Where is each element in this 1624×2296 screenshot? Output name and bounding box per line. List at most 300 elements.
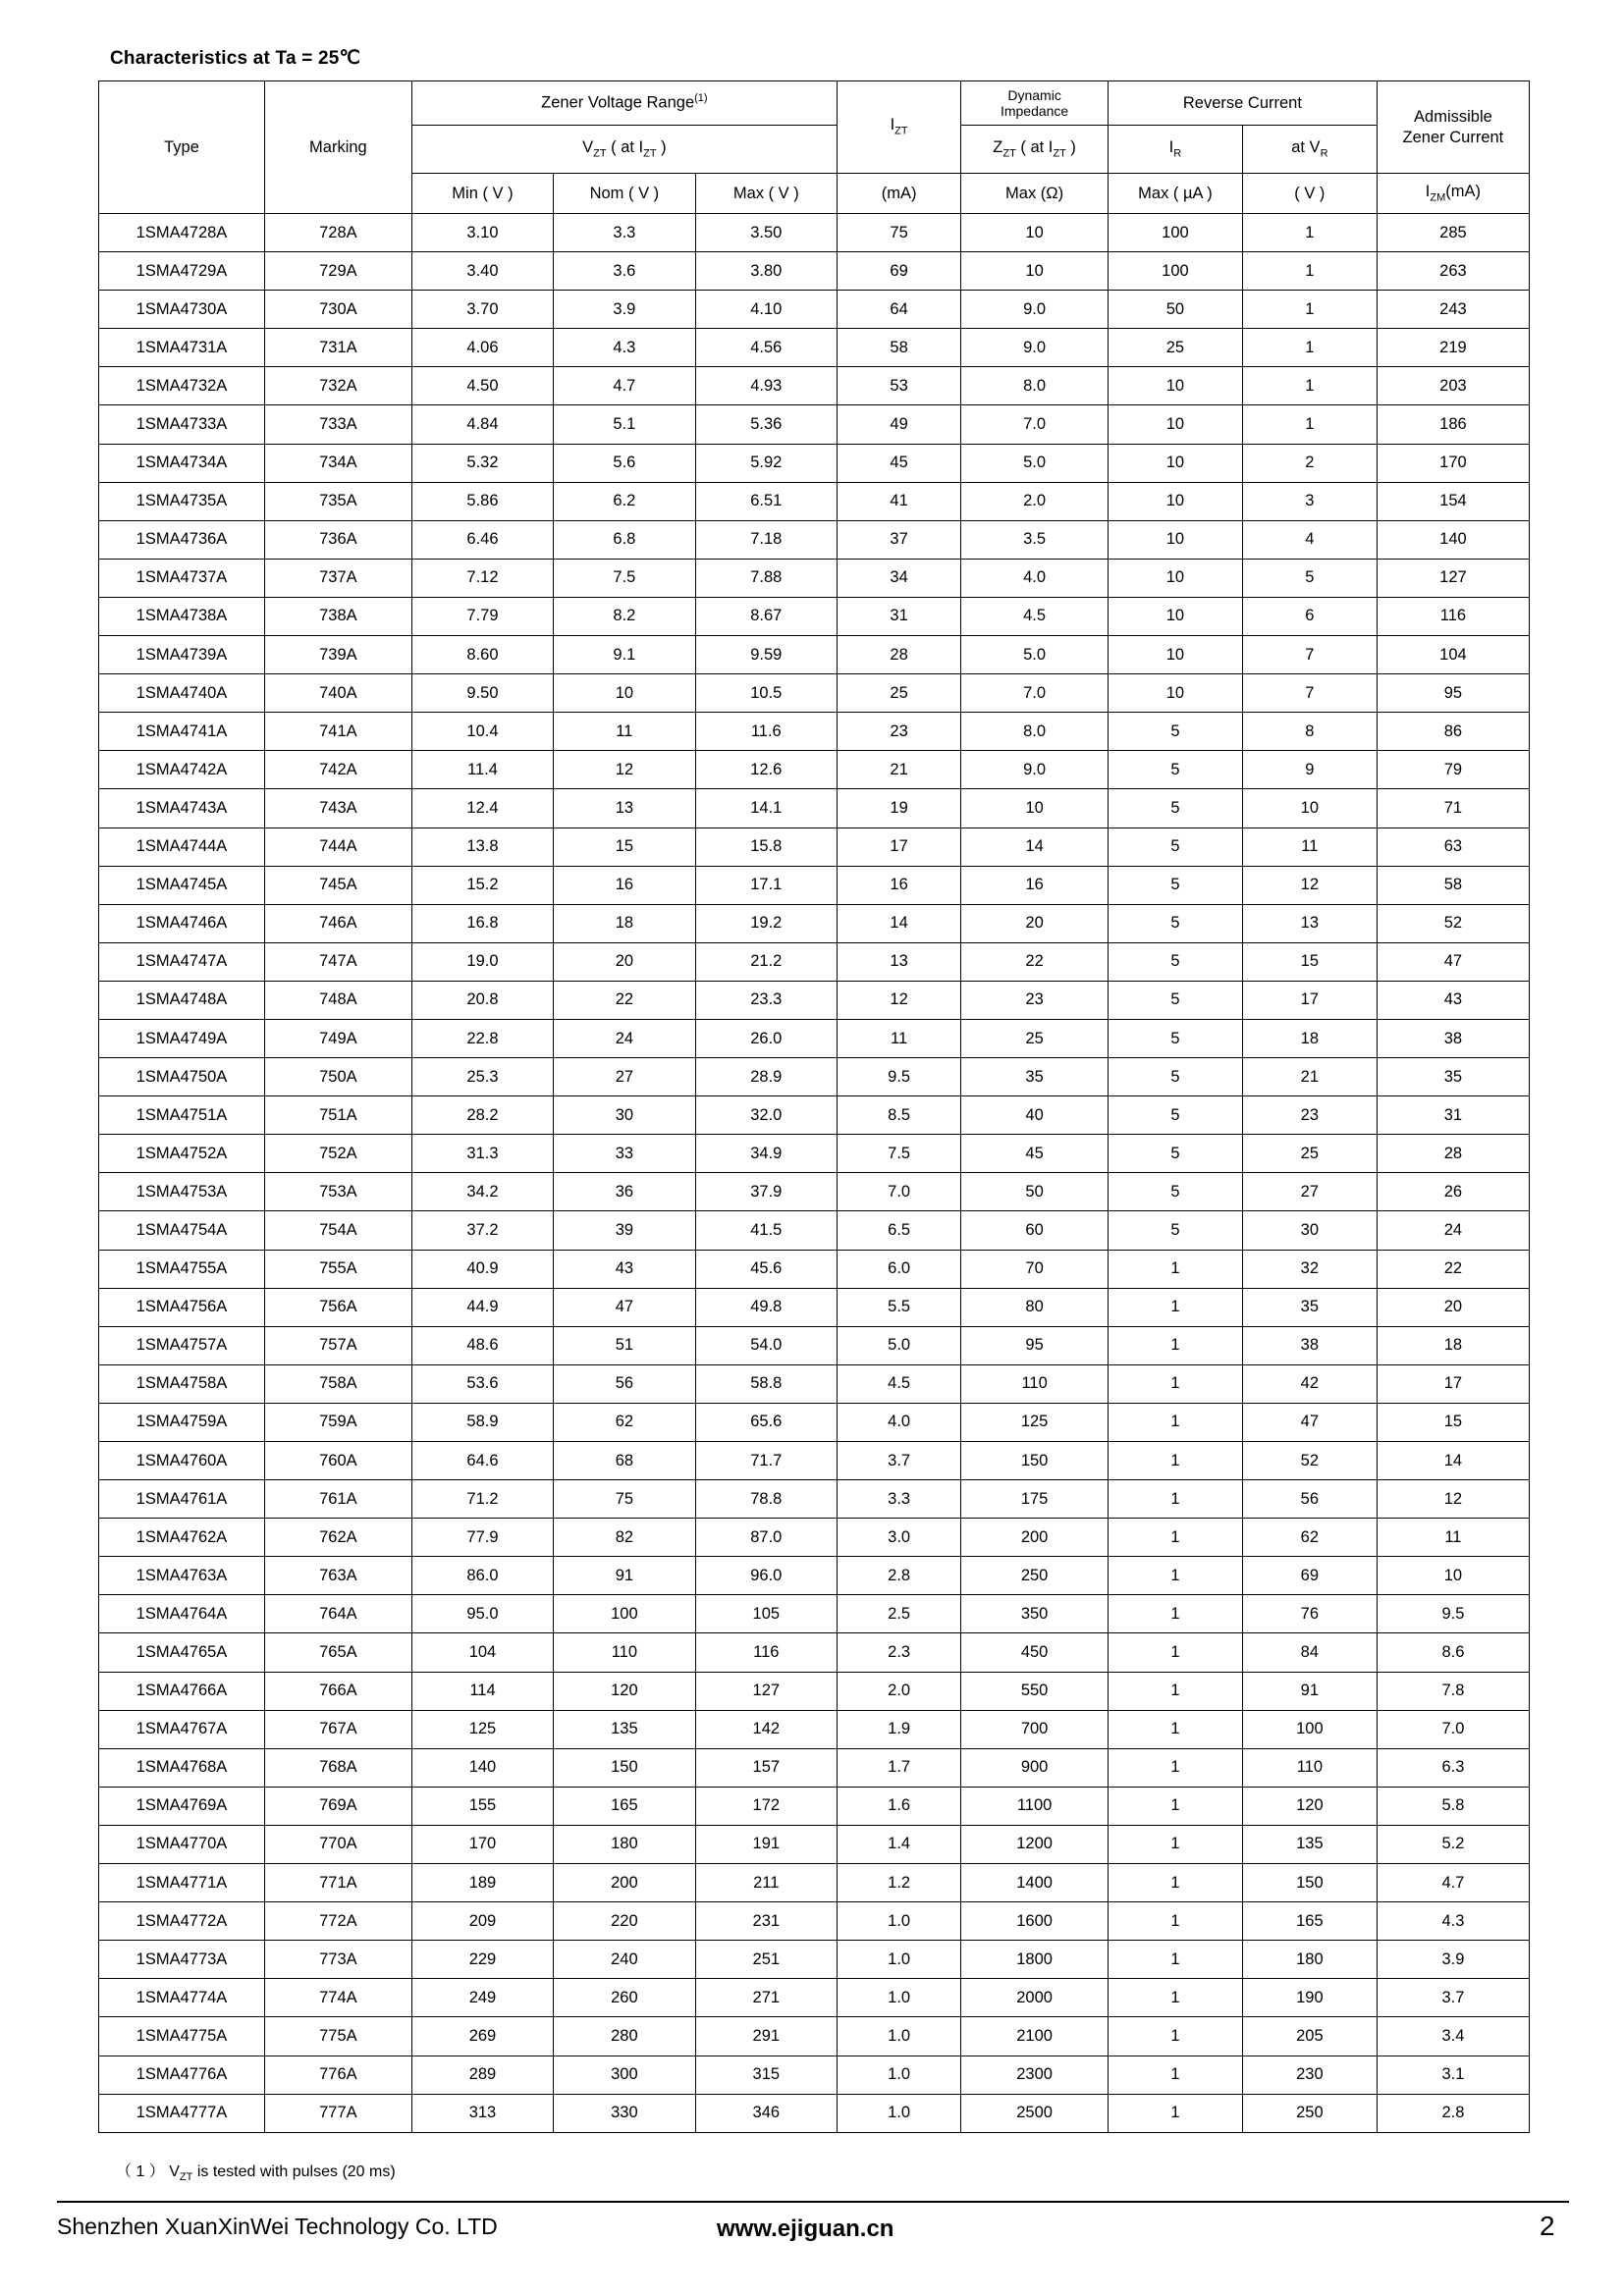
- cell-vr: 47: [1242, 1403, 1377, 1441]
- cell-max-v: 78.8: [695, 1480, 837, 1519]
- cell-izt: 31: [838, 597, 961, 635]
- cell-nom-v: 280: [554, 2017, 695, 2056]
- cell-zzt: 175: [961, 1480, 1109, 1519]
- cell-marking: 776A: [265, 2056, 412, 2094]
- cell-vr: 250: [1242, 2094, 1377, 2132]
- cell-izm: 203: [1377, 367, 1529, 405]
- cell-marking: 765A: [265, 1633, 412, 1672]
- cell-zzt: 5.0: [961, 636, 1109, 674]
- cell-izt: 14: [838, 904, 961, 942]
- table-row: [99, 1941, 1530, 1979]
- cell-izt: 19: [838, 789, 961, 828]
- cell-min-v: 229: [411, 1941, 553, 1979]
- cell-min-v: 7.79: [411, 597, 553, 635]
- cell-nom-v: 180: [554, 1825, 695, 1863]
- cell-zzt: 1600: [961, 1902, 1109, 1941]
- cell-nom-v: 20: [554, 942, 695, 981]
- cell-zzt: 125: [961, 1403, 1109, 1441]
- cell-min-v: 125: [411, 1710, 553, 1748]
- cell-type: 1SMA4729A: [99, 252, 265, 291]
- cell-marking: 728A: [265, 214, 412, 252]
- cell-type: 1SMA4741A: [99, 713, 265, 751]
- cell-min-v: 3.10: [411, 214, 553, 252]
- cell-min-v: 48.6: [411, 1326, 553, 1364]
- cell-min-v: 269: [411, 2017, 553, 2056]
- cell-nom-v: 16: [554, 866, 695, 904]
- cell-type: 1SMA4761A: [99, 1480, 265, 1519]
- cell-marking: 761A: [265, 1480, 412, 1519]
- cell-izm: 285: [1377, 214, 1529, 252]
- cell-min-v: 4.84: [411, 405, 553, 444]
- cell-zzt: 95: [961, 1326, 1109, 1364]
- cell-type: 1SMA4767A: [99, 1710, 265, 1748]
- column-unit-vr-v: ( V ): [1242, 174, 1377, 214]
- zzt-lead: Z: [993, 137, 1003, 156]
- cell-type: 1SMA4735A: [99, 482, 265, 520]
- cell-ir: 25: [1108, 329, 1242, 367]
- cell-marking: 738A: [265, 597, 412, 635]
- table-row: [99, 252, 1530, 291]
- cell-nom-v: 330: [554, 2094, 695, 2132]
- cell-type: 1SMA4759A: [99, 1403, 265, 1441]
- vzt-sub2: ZT: [643, 147, 657, 160]
- cell-ir: 5: [1108, 1173, 1242, 1211]
- cell-izt: 34: [838, 559, 961, 597]
- cell-ir: 1: [1108, 1748, 1242, 1787]
- cell-izt: 3.0: [838, 1519, 961, 1557]
- cell-min-v: 11.4: [411, 751, 553, 789]
- page-title: Characteristics at Ta = 25℃: [110, 48, 361, 69]
- dynamic-impedance-line2: Impedance: [1000, 103, 1069, 119]
- cell-min-v: 31.3: [411, 1135, 553, 1173]
- cell-zzt: 2100: [961, 2017, 1109, 2056]
- cell-vr: 52: [1242, 1442, 1377, 1480]
- cell-marking: 731A: [265, 329, 412, 367]
- cell-vr: 42: [1242, 1364, 1377, 1403]
- cell-izt: 1.2: [838, 1864, 961, 1902]
- cell-min-v: 155: [411, 1787, 553, 1825]
- cell-ir: 1: [1108, 1364, 1242, 1403]
- table-row: [99, 1672, 1530, 1710]
- column-unit-nom-v: Nom ( V ): [554, 174, 695, 214]
- cell-max-v: 4.93: [695, 367, 837, 405]
- cell-min-v: 71.2: [411, 1480, 553, 1519]
- cell-vr: 1: [1242, 291, 1377, 329]
- cell-type: 1SMA4763A: [99, 1557, 265, 1595]
- table-header: [99, 81, 1530, 214]
- cell-izt: 6.5: [838, 1211, 961, 1250]
- cell-type: 1SMA4736A: [99, 520, 265, 559]
- cell-izm: 38: [1377, 1019, 1529, 1057]
- cell-vr: 1: [1242, 329, 1377, 367]
- cell-nom-v: 150: [554, 1748, 695, 1787]
- cell-ir: 1: [1108, 1672, 1242, 1710]
- cell-zzt: 150: [961, 1442, 1109, 1480]
- cell-ir: 5: [1108, 751, 1242, 789]
- cell-type: 1SMA4764A: [99, 1595, 265, 1633]
- table-row: [99, 291, 1530, 329]
- cell-izt: 21: [838, 751, 961, 789]
- cell-nom-v: 75: [554, 1480, 695, 1519]
- table-row: [99, 1058, 1530, 1096]
- cell-type: 1SMA4756A: [99, 1288, 265, 1326]
- cell-marking: 768A: [265, 1748, 412, 1787]
- cell-zzt: 200: [961, 1519, 1109, 1557]
- cell-izm: 17: [1377, 1364, 1529, 1403]
- cell-type: 1SMA4746A: [99, 904, 265, 942]
- cell-marking: 743A: [265, 789, 412, 828]
- cell-min-v: 13.8: [411, 828, 553, 866]
- cell-marking: 740A: [265, 674, 412, 713]
- cell-vr: 84: [1242, 1633, 1377, 1672]
- at-vr-lead: at V: [1291, 137, 1321, 156]
- cell-min-v: 104: [411, 1633, 553, 1672]
- cell-vr: 8: [1242, 713, 1377, 751]
- cell-type: 1SMA4738A: [99, 597, 265, 635]
- cell-izm: 79: [1377, 751, 1529, 789]
- cell-nom-v: 120: [554, 1672, 695, 1710]
- table-row: [99, 597, 1530, 635]
- table-row: [99, 520, 1530, 559]
- cell-izm: 170: [1377, 444, 1529, 482]
- cell-nom-v: 6.2: [554, 482, 695, 520]
- cell-min-v: 25.3: [411, 1058, 553, 1096]
- cell-nom-v: 33: [554, 1135, 695, 1173]
- cell-zzt: 16: [961, 866, 1109, 904]
- table-row: [99, 981, 1530, 1019]
- cell-zzt: 60: [961, 1211, 1109, 1250]
- cell-max-v: 58.8: [695, 1364, 837, 1403]
- table-row: [99, 713, 1530, 751]
- cell-nom-v: 260: [554, 1979, 695, 2017]
- cell-max-v: 231: [695, 1902, 837, 1941]
- cell-vr: 7: [1242, 636, 1377, 674]
- cell-izt: 25: [838, 674, 961, 713]
- cell-type: 1SMA4748A: [99, 981, 265, 1019]
- cell-izt: 5.5: [838, 1288, 961, 1326]
- cell-max-v: 12.6: [695, 751, 837, 789]
- cell-max-v: 37.9: [695, 1173, 837, 1211]
- vzt-rest: ( at I: [606, 137, 644, 156]
- footnote-sub: ZT: [179, 2171, 193, 2184]
- cell-type: 1SMA4739A: [99, 636, 265, 674]
- cell-izm: 140: [1377, 520, 1529, 559]
- cell-min-v: 209: [411, 1902, 553, 1941]
- cell-type: 1SMA4772A: [99, 1902, 265, 1941]
- cell-min-v: 19.0: [411, 942, 553, 981]
- cell-ir: 1: [1108, 1480, 1242, 1519]
- cell-type: 1SMA4730A: [99, 291, 265, 329]
- cell-zzt: 20: [961, 904, 1109, 942]
- cell-nom-v: 300: [554, 2056, 695, 2094]
- cell-izt: 1.0: [838, 2094, 961, 2132]
- cell-min-v: 22.8: [411, 1019, 553, 1057]
- column-header-izt: [838, 81, 961, 174]
- cell-max-v: 26.0: [695, 1019, 837, 1057]
- cell-zzt: 7.0: [961, 674, 1109, 713]
- cell-izt: 13: [838, 942, 961, 981]
- table-row: [99, 751, 1530, 789]
- cell-izm: 3.1: [1377, 2056, 1529, 2094]
- cell-ir: 5: [1108, 904, 1242, 942]
- cell-izt: 4.5: [838, 1364, 961, 1403]
- cell-type: 1SMA4754A: [99, 1211, 265, 1250]
- cell-ir: 10: [1108, 405, 1242, 444]
- cell-type: 1SMA4731A: [99, 329, 265, 367]
- table-row: [99, 2056, 1530, 2094]
- cell-min-v: 4.50: [411, 367, 553, 405]
- cell-type: 1SMA4752A: [99, 1135, 265, 1173]
- cell-min-v: 249: [411, 1979, 553, 2017]
- cell-zzt: 10: [961, 214, 1109, 252]
- cell-marking: 744A: [265, 828, 412, 866]
- cell-izt: 1.0: [838, 1979, 961, 2017]
- cell-izm: 7.0: [1377, 1710, 1529, 1748]
- footer-website: www.ejiguan.cn: [717, 2216, 894, 2242]
- cell-izt: 58: [838, 329, 961, 367]
- table-row: [99, 559, 1530, 597]
- cell-izt: 1.4: [838, 1825, 961, 1863]
- cell-vr: 13: [1242, 904, 1377, 942]
- cell-ir: 1: [1108, 2056, 1242, 2094]
- cell-zzt: 70: [961, 1250, 1109, 1288]
- cell-izt: 4.0: [838, 1403, 961, 1441]
- cell-min-v: 58.9: [411, 1403, 553, 1441]
- cell-ir: 1: [1108, 1403, 1242, 1441]
- cell-zzt: 45: [961, 1135, 1109, 1173]
- cell-vr: 4: [1242, 520, 1377, 559]
- column-unit-izm-ma: [1377, 174, 1529, 214]
- cell-nom-v: 5.1: [554, 405, 695, 444]
- cell-nom-v: 12: [554, 751, 695, 789]
- cell-marking: 751A: [265, 1096, 412, 1135]
- footer-divider: [57, 2201, 1569, 2203]
- cell-vr: 30: [1242, 1211, 1377, 1250]
- cell-marking: 760A: [265, 1442, 412, 1480]
- cell-ir: 5: [1108, 866, 1242, 904]
- cell-zzt: 900: [961, 1748, 1109, 1787]
- cell-type: 1SMA4757A: [99, 1326, 265, 1364]
- cell-max-v: 251: [695, 1941, 837, 1979]
- cell-ir: 1: [1108, 1941, 1242, 1979]
- table-row: [99, 1135, 1530, 1173]
- cell-vr: 3: [1242, 482, 1377, 520]
- cell-max-v: 191: [695, 1825, 837, 1863]
- cell-izm: 47: [1377, 942, 1529, 981]
- cell-nom-v: 27: [554, 1058, 695, 1096]
- cell-marking: 730A: [265, 291, 412, 329]
- cell-izm: 24: [1377, 1211, 1529, 1250]
- cell-izt: 1.0: [838, 2056, 961, 2094]
- cell-izm: 3.7: [1377, 1979, 1529, 2017]
- cell-zzt: 8.0: [961, 713, 1109, 751]
- cell-izt: 7.5: [838, 1135, 961, 1173]
- cell-ir: 100: [1108, 252, 1242, 291]
- cell-vr: 17: [1242, 981, 1377, 1019]
- cell-marking: 772A: [265, 1902, 412, 1941]
- cell-marking: 748A: [265, 981, 412, 1019]
- cell-izt: 5.0: [838, 1326, 961, 1364]
- cell-izm: 43: [1377, 981, 1529, 1019]
- cell-ir: 5: [1108, 981, 1242, 1019]
- cell-izm: 4.7: [1377, 1864, 1529, 1902]
- cell-max-v: 41.5: [695, 1211, 837, 1250]
- cell-min-v: 95.0: [411, 1595, 553, 1633]
- cell-max-v: 32.0: [695, 1096, 837, 1135]
- cell-type: 1SMA4753A: [99, 1173, 265, 1211]
- cell-zzt: 25: [961, 1019, 1109, 1057]
- cell-ir: 5: [1108, 713, 1242, 751]
- cell-ir: 1: [1108, 1825, 1242, 1863]
- column-header-at-vr: [1242, 126, 1377, 174]
- cell-max-v: 4.56: [695, 329, 837, 367]
- cell-marking: 752A: [265, 1135, 412, 1173]
- cell-izm: 9.5: [1377, 1595, 1529, 1633]
- cell-izm: 6.3: [1377, 1748, 1529, 1787]
- cell-marking: 756A: [265, 1288, 412, 1326]
- cell-nom-v: 135: [554, 1710, 695, 1748]
- cell-max-v: 211: [695, 1864, 837, 1902]
- cell-izt: 53: [838, 367, 961, 405]
- cell-izt: 3.7: [838, 1442, 961, 1480]
- cell-ir: 5: [1108, 1211, 1242, 1250]
- cell-izt: 1.0: [838, 1941, 961, 1979]
- cell-zzt: 2000: [961, 1979, 1109, 2017]
- cell-max-v: 10.5: [695, 674, 837, 713]
- admissible-line2: Zener Current: [1402, 128, 1504, 146]
- cell-vr: 23: [1242, 1096, 1377, 1135]
- cell-nom-v: 3.9: [554, 291, 695, 329]
- cell-zzt: 22: [961, 942, 1109, 981]
- cell-ir: 10: [1108, 367, 1242, 405]
- cell-vr: 180: [1242, 1941, 1377, 1979]
- table-row: [99, 444, 1530, 482]
- cell-izt: 6.0: [838, 1250, 961, 1288]
- cell-vr: 150: [1242, 1864, 1377, 1902]
- cell-type: 1SMA4769A: [99, 1787, 265, 1825]
- cell-max-v: 291: [695, 2017, 837, 2056]
- cell-nom-v: 165: [554, 1787, 695, 1825]
- table-row: [99, 1326, 1530, 1364]
- table-row: [99, 942, 1530, 981]
- cell-max-v: 105: [695, 1595, 837, 1633]
- cell-nom-v: 4.7: [554, 367, 695, 405]
- cell-zzt: 350: [961, 1595, 1109, 1633]
- cell-izm: 219: [1377, 329, 1529, 367]
- cell-marking: 777A: [265, 2094, 412, 2132]
- cell-vr: 32: [1242, 1250, 1377, 1288]
- cell-izm: 186: [1377, 405, 1529, 444]
- cell-type: 1SMA4750A: [99, 1058, 265, 1096]
- cell-type: 1SMA4775A: [99, 2017, 265, 2056]
- cell-izm: 5.2: [1377, 1825, 1529, 1863]
- vzt-sub: ZT: [593, 147, 607, 160]
- cell-zzt: 7.0: [961, 405, 1109, 444]
- cell-nom-v: 68: [554, 1442, 695, 1480]
- cell-type: 1SMA4734A: [99, 444, 265, 482]
- cell-marking: 742A: [265, 751, 412, 789]
- cell-ir: 1: [1108, 1633, 1242, 1672]
- cell-min-v: 189: [411, 1864, 553, 1902]
- cell-max-v: 7.88: [695, 559, 837, 597]
- cell-type: 1SMA4749A: [99, 1019, 265, 1057]
- cell-ir: 5: [1108, 1019, 1242, 1057]
- cell-izm: 14: [1377, 1442, 1529, 1480]
- cell-vr: 165: [1242, 1902, 1377, 1941]
- cell-type: 1SMA4744A: [99, 828, 265, 866]
- cell-min-v: 86.0: [411, 1557, 553, 1595]
- cell-nom-v: 4.3: [554, 329, 695, 367]
- column-unit-min-v: Min ( V ): [411, 174, 553, 214]
- cell-ir: 10: [1108, 674, 1242, 713]
- cell-max-v: 49.8: [695, 1288, 837, 1326]
- cell-max-v: 87.0: [695, 1519, 837, 1557]
- cell-izm: 63: [1377, 828, 1529, 866]
- cell-nom-v: 10: [554, 674, 695, 713]
- cell-type: 1SMA4751A: [99, 1096, 265, 1135]
- cell-type: 1SMA4747A: [99, 942, 265, 981]
- cell-marking: 757A: [265, 1326, 412, 1364]
- cell-type: 1SMA4742A: [99, 751, 265, 789]
- cell-ir: 1: [1108, 1787, 1242, 1825]
- cell-izm: 11: [1377, 1519, 1529, 1557]
- cell-min-v: 64.6: [411, 1442, 553, 1480]
- cell-nom-v: 9.1: [554, 636, 695, 674]
- cell-vr: 110: [1242, 1748, 1377, 1787]
- cell-type: 1SMA4766A: [99, 1672, 265, 1710]
- cell-ir: 1: [1108, 1595, 1242, 1633]
- column-header-marking: Marking: [265, 81, 412, 214]
- cell-izt: 7.0: [838, 1173, 961, 1211]
- cell-zzt: 10: [961, 252, 1109, 291]
- cell-vr: 76: [1242, 1595, 1377, 1633]
- cell-max-v: 54.0: [695, 1326, 837, 1364]
- cell-type: 1SMA4740A: [99, 674, 265, 713]
- cell-marking: 758A: [265, 1364, 412, 1403]
- cell-ir: 1: [1108, 2094, 1242, 2132]
- table-row: [99, 1633, 1530, 1672]
- cell-izm: 127: [1377, 559, 1529, 597]
- cell-min-v: 3.70: [411, 291, 553, 329]
- cell-vr: 190: [1242, 1979, 1377, 2017]
- cell-ir: 10: [1108, 482, 1242, 520]
- cell-ir: 5: [1108, 942, 1242, 981]
- cell-type: 1SMA4773A: [99, 1941, 265, 1979]
- cell-nom-v: 56: [554, 1364, 695, 1403]
- cell-marking: 774A: [265, 1979, 412, 2017]
- cell-ir: 100: [1108, 214, 1242, 252]
- cell-izm: 154: [1377, 482, 1529, 520]
- table-row: [99, 789, 1530, 828]
- footer-page-number: 2: [1540, 2211, 1555, 2241]
- cell-zzt: 14: [961, 828, 1109, 866]
- cell-type: 1SMA4774A: [99, 1979, 265, 2017]
- cell-min-v: 12.4: [411, 789, 553, 828]
- cell-nom-v: 91: [554, 1557, 695, 1595]
- cell-max-v: 45.6: [695, 1250, 837, 1288]
- cell-zzt: 8.0: [961, 367, 1109, 405]
- cell-vr: 69: [1242, 1557, 1377, 1595]
- cell-vr: 10: [1242, 789, 1377, 828]
- cell-max-v: 17.1: [695, 866, 837, 904]
- cell-izm: 86: [1377, 713, 1529, 751]
- cell-max-v: 5.36: [695, 405, 837, 444]
- cell-vr: 21: [1242, 1058, 1377, 1096]
- cell-zzt: 50: [961, 1173, 1109, 1211]
- cell-type: 1SMA4768A: [99, 1748, 265, 1787]
- cell-max-v: 315: [695, 2056, 837, 2094]
- cell-max-v: 96.0: [695, 1557, 837, 1595]
